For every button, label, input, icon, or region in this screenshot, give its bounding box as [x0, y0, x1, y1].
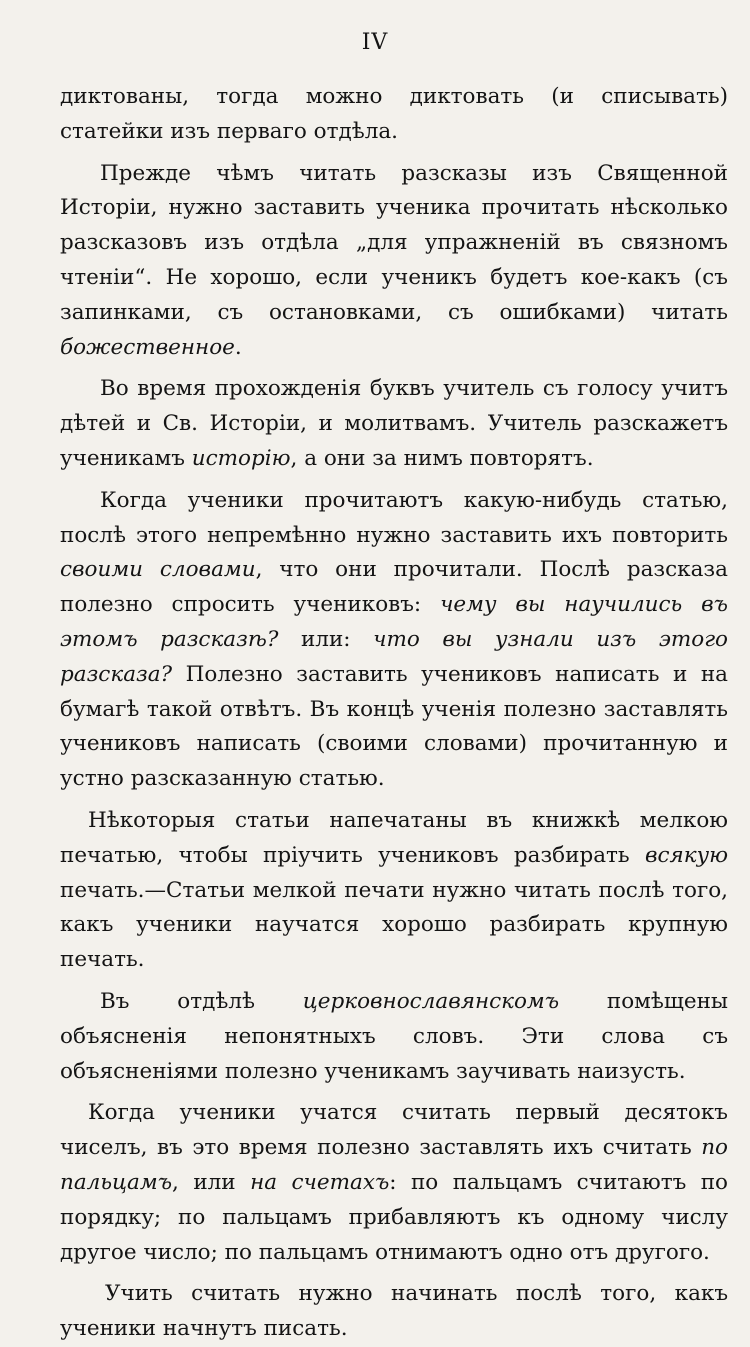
- emphasis-text: своими словами: [60, 557, 256, 583]
- paragraph-7: Когда ученики учатся считать первый десятокъ чиселъ, въ это время полезно заставлять ихъ считать по пальцамъ, или на счетахъ: по пальцамъ считаютъ по порядку; по пальцамъ прибавляютъ къ одному числу другое число; по пальцамъ отнимаютъ одно отъ другого.: [60, 1100, 728, 1265]
- page-number: IV: [361, 30, 389, 55]
- paragraph-2: Прежде чѣмъ читать разсказы изъ Священной Исторіи, нужно заставить ученика прочитать нѣсколько разсказовъ изъ отдѣла „для упражненій въ связномъ чтеніи“. Не хорошо, если ученикъ будетъ кое-какъ (съ запинками, съ остановками, съ ошибками) читать божественное.: [60, 160, 728, 360]
- emphasis-text: церковнославянскомъ: [302, 988, 560, 1014]
- emphasis-text: что вы узнали изъ этого разсказа?: [60, 626, 729, 687]
- emphasis-text: по пальцамъ: [60, 1135, 728, 1195]
- paragraph-3: Во время прохожденія буквъ учитель съ голосу учитъ дѣтей и Св. Исторіи, и молитвамъ. Учитель разскажетъ ученикамъ исторію, а они за нимъ повторятъ.: [60, 376, 728, 471]
- emphasis-text: на счетахъ: [250, 1169, 390, 1195]
- emphasis-text: божественное: [60, 334, 235, 360]
- paragraph-5: Нѣкоторыя статьи напечатаны въ книжкѣ мелкою печатью, чтобы пріучить учениковъ разбирать всякую печать.—Статьи мелкой печати нужно читать послѣ того, какъ ученики научатся хорошо разбирать крупную печать.: [60, 807, 728, 973]
- emphasis-text: исторію: [191, 445, 291, 471]
- page-text: [60, 80, 728, 1347]
- emphasis-text: чему вы научились въ этомъ разсказѣ?: [60, 592, 728, 652]
- paragraph-4: Когда ученики прочитаютъ какую-нибудь статью, послѣ этого непремѣнно нужно заставить ихъ повторить своими словами, что они прочитали. Послѣ разсказа полезно спросить учениковъ: чему вы научились въ этомъ разсказѣ? или: что вы узнали изъ этого разсказа? Полезно заставить учениковъ написать и на бумагѣ такой отвѣтъ. Въ концѣ ученія полезно заставлять учениковъ написать (своими словами) прочитанную и устно разсказанную статью.: [60, 487, 729, 792]
- paragraph-6: Въ отдѣлѣ церковнославянскомъ помѣщены объясненія непонятныхъ словъ. Эти слова съ объясненіями полезно ученикамъ заучивать наизусть.: [60, 988, 729, 1084]
- paragraph-8: Учить считать нужно начинать послѣ того, какъ ученики начнутъ писать.: [60, 1281, 728, 1342]
- emphasis-text: всякую: [644, 842, 728, 868]
- paragraph-1: диктованы, тогда можно диктовать (и списывать) статейки изъ перваго отдѣла.: [60, 84, 728, 144]
